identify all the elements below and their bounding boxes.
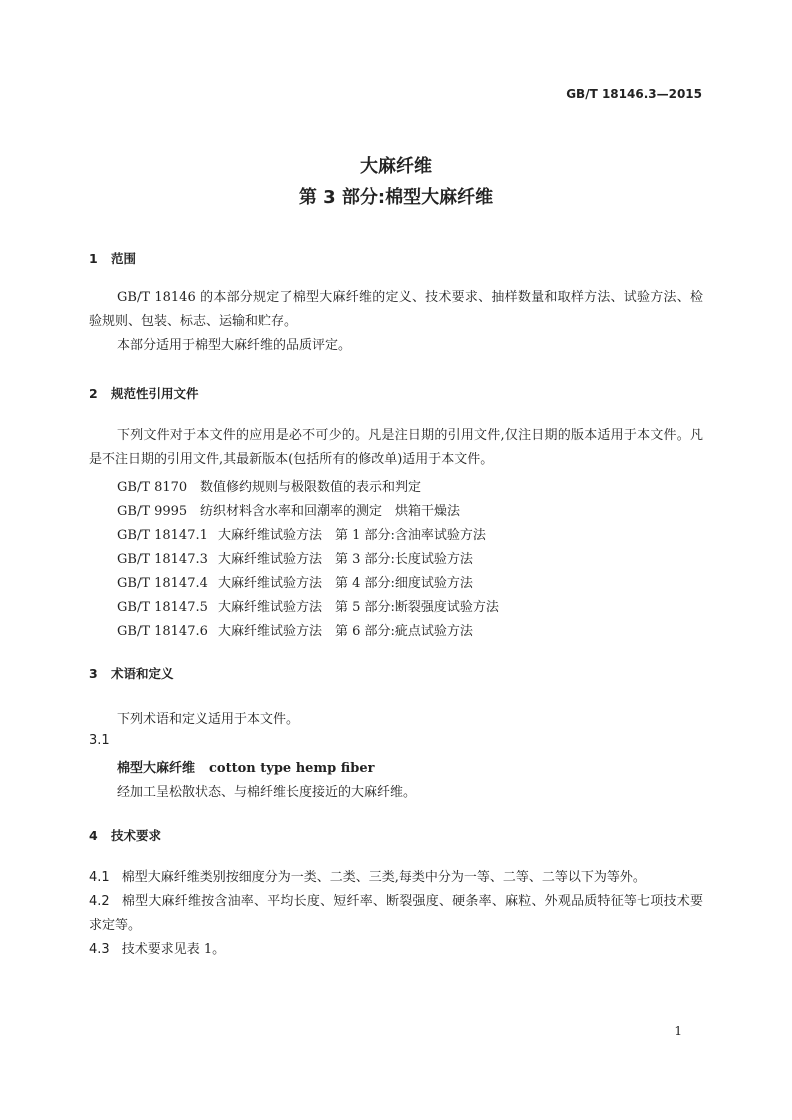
reference-code: GB/T 18147.1 (117, 528, 208, 543)
reference-title: 大麻纤维试验方法 第 5 部分:断裂强度试验方法 (218, 600, 499, 615)
references-paragraph: 下列文件对于本文件的应用是必不可少的。凡是注日期的引用文件,仅注日期的版本适用于本文件。凡是不注日期的引用文件,其最新版本(包括所有的修改单)适用于本文件。 (89, 428, 703, 467)
section-title: 技术要求 (111, 828, 162, 843)
requirement-text: 棉型大麻纤维按含油率、平均长度、短纤率、断裂强度、硬条率、麻粒、外观品质特征等七项技术要求定等。 (89, 894, 703, 933)
reference-code: GB/T 18147.6 (117, 624, 208, 639)
terms-paragraph: 下列术语和定义适用于本文件。 (117, 712, 300, 727)
scope-paragraph-2: 本部分适用于棉型大麻纤维的品质评定。 (117, 338, 352, 353)
reference-title: 大麻纤维试验方法 第 4 部分:细度试验方法 (218, 576, 473, 591)
reference-code: GB/T 9995 (117, 504, 188, 519)
reference-item (117, 620, 473, 639)
reference-title: 大麻纤维试验方法 第 3 部分:长度试验方法 (218, 552, 473, 567)
reference-title: 大麻纤维试验方法 第 1 部分:含油率试验方法 (218, 528, 486, 543)
scope-paragraph-1: GB/T 18146 的本部分规定了棉型大麻纤维的定义、技术要求、抽样数量和取样方法、试验方法、检验规则、包装、标志、运输和贮存。 (89, 290, 703, 329)
section-heading-references (89, 384, 199, 402)
section-number: 4 (89, 828, 98, 843)
reference-item (117, 476, 421, 495)
reference-item (117, 548, 473, 567)
requirement-text: 技术要求见表 1。 (121, 942, 226, 957)
requirement-number: 4.3 (89, 942, 110, 957)
reference-item (117, 596, 499, 615)
reference-code: GB/T 18147.5 (117, 600, 208, 615)
requirement-item (89, 866, 703, 890)
document-title: 大麻纤维 (360, 156, 432, 177)
section-number: 1 (89, 251, 98, 266)
requirement-item (89, 890, 703, 938)
reference-item (117, 572, 473, 591)
section-title: 规范性引用文件 (111, 386, 199, 401)
reference-code: GB/T 8170 (117, 480, 188, 495)
term-english: cotton type hemp fiber (209, 761, 375, 776)
page-number: 1 (674, 1024, 682, 1038)
reference-title: 纺织材料含水率和回潮率的测定 烘箱干燥法 (200, 504, 461, 519)
requirement-number: 4.1 (89, 870, 110, 885)
term-number: 3.1 (89, 733, 110, 748)
reference-title: 大麻纤维试验方法 第 6 部分:疵点试验方法 (218, 624, 473, 639)
term-entry (117, 757, 374, 776)
term-definition: 经加工呈松散状态、与棉纤维长度接近的大麻纤维。 (117, 785, 417, 800)
requirement-text: 棉型大麻纤维类别按细度分为一类、二类、三类,每类中分为一等、二等、二等以下为等外。 (121, 870, 646, 885)
section-heading-requirements (89, 826, 161, 844)
document-subtitle: 第 3 部分:棉型大麻纤维 (298, 187, 494, 208)
section-heading-terms (89, 664, 174, 682)
requirement-item (89, 938, 703, 962)
reference-item (117, 500, 460, 519)
section-number: 2 (89, 386, 98, 401)
section-title: 范围 (111, 251, 137, 266)
reference-title: 数值修约规则与极限数值的表示和判定 (200, 480, 422, 495)
standard-number: GB/T 18146.3—2015 (566, 87, 702, 101)
reference-code: GB/T 18147.4 (117, 576, 208, 591)
section-number: 3 (89, 666, 98, 681)
term-chinese: 棉型大麻纤维 (117, 761, 196, 776)
reference-code: GB/T 18147.3 (117, 552, 208, 567)
reference-item (117, 524, 486, 543)
section-heading-scope (89, 249, 136, 267)
section-title: 术语和定义 (111, 666, 174, 681)
requirement-number: 4.2 (89, 894, 110, 909)
